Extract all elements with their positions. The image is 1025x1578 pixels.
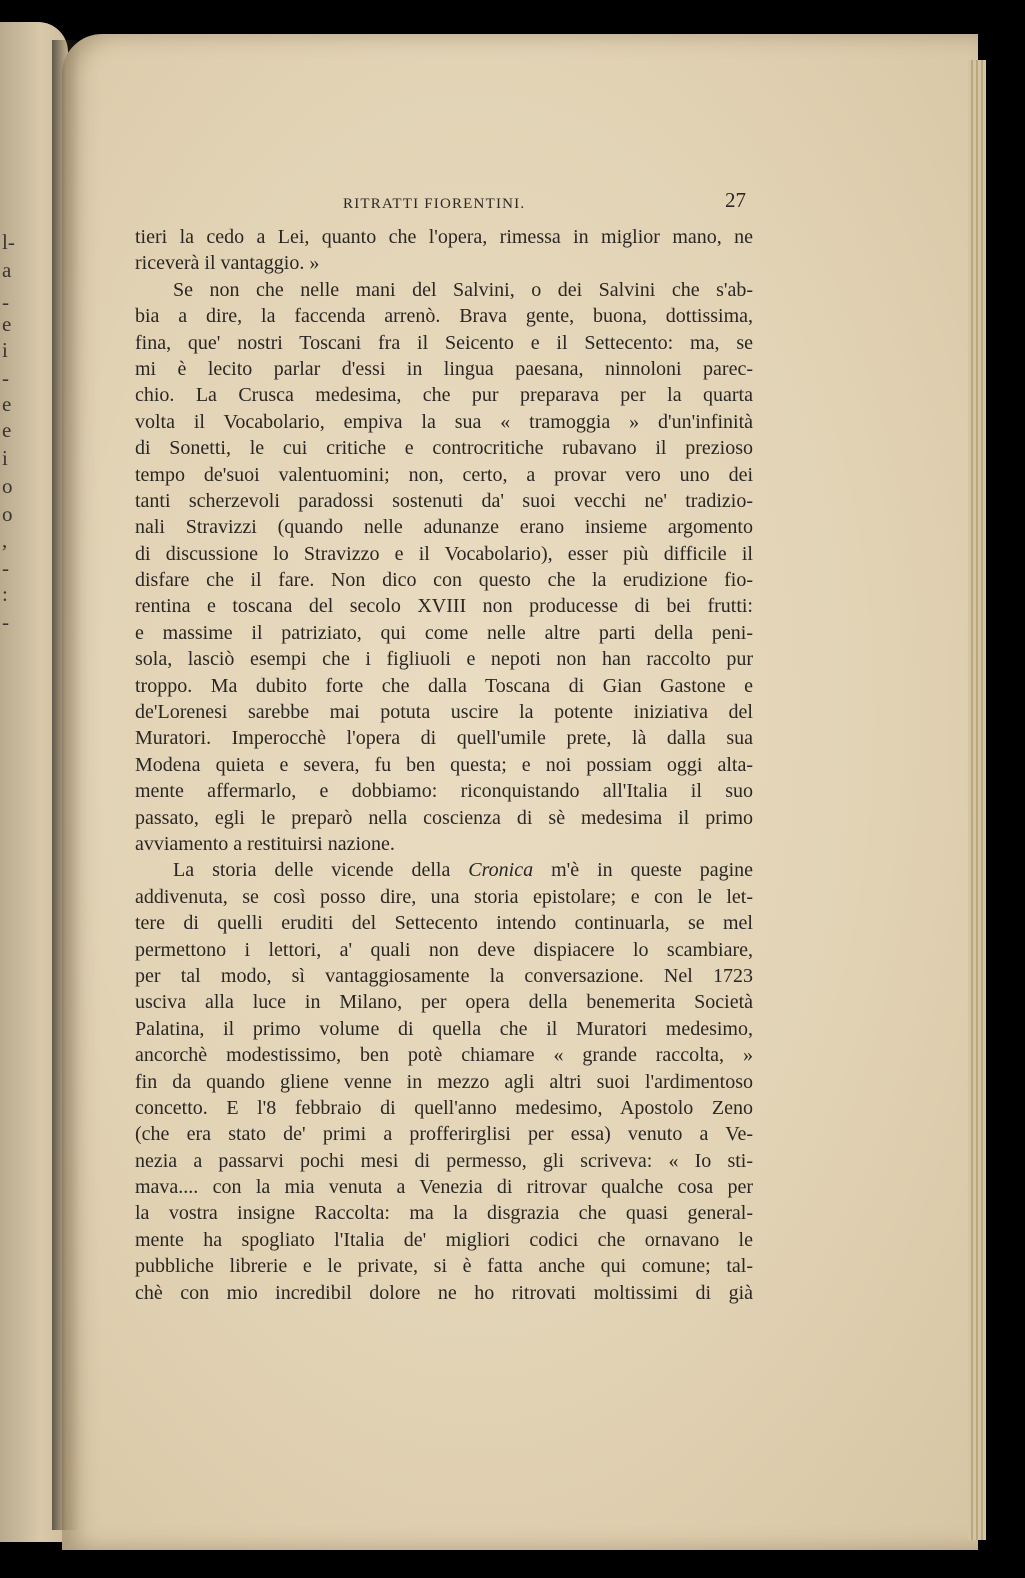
page-header bbox=[343, 188, 768, 222]
text-line: mente affermarlo, e dobbiamo: riconquistando all'Italia il suo bbox=[135, 780, 753, 803]
body-text bbox=[135, 224, 753, 1306]
text-line: troppo. Ma dubito forte che dalla Toscana di Gian Gastone e bbox=[135, 674, 753, 697]
text-line: riceverà il vantaggio. » bbox=[135, 252, 320, 275]
text-line: addivenuta, se così posso dire, una storia epistolare; e con le let- bbox=[135, 885, 753, 908]
text-line: concetto. E l'8 febbraio di quell'anno medesimo, Apostolo Zeno bbox=[135, 1096, 753, 1119]
text-line: tanti scherzevoli paradossi sostenuti da' suoi vecchi ne' tradizio- bbox=[135, 489, 753, 512]
text-run: La storia delle vicende della bbox=[173, 859, 469, 882]
text-line: nali Stravizzi (quando nelle adunanze erano insieme argomento bbox=[135, 516, 753, 539]
left-page-fragment: - bbox=[2, 610, 9, 634]
text-line: usciva alla luce in Milano, per opera della benemerita Società bbox=[135, 991, 753, 1014]
text-line: volta il Vocabolario, empiva la sua « tramoggia » d'un'infinità bbox=[135, 410, 753, 433]
text-line: e massime il patriziato, qui come nelle altre parti della peni- bbox=[135, 621, 753, 644]
left-page-fragment: e bbox=[2, 312, 12, 336]
text-line: mi è lecito parlar d'essi in lingua paesana, ninnoloni parec- bbox=[135, 357, 753, 380]
page-number: 27 bbox=[725, 188, 746, 212]
left-page-fragment: a bbox=[2, 258, 12, 282]
text-line bbox=[135, 857, 753, 883]
italic-title: Cronica bbox=[468, 859, 534, 882]
left-page-fragment: - bbox=[2, 290, 9, 314]
text-line: tere di quelli eruditi del Settecento intendo continuarla, se mel bbox=[135, 912, 753, 935]
text-line: di Sonetti, le cui critiche e controcritiche rubavano il prezioso bbox=[135, 437, 753, 460]
left-page-fragment: o bbox=[2, 474, 13, 498]
left-page-fragment: - bbox=[2, 556, 9, 580]
text-line: chè con mio incredibil dolore ne ho ritrovati moltissimi di già bbox=[135, 1281, 753, 1304]
text-line: (che era stato de' primi a profferirglisi per essa) venuto a Ve- bbox=[135, 1123, 753, 1146]
left-page-fragment: : bbox=[2, 582, 8, 606]
text-line: fin da quando gliene venne in mezzo agli altri suoi l'ardimentoso bbox=[135, 1070, 753, 1093]
text-run: m'è in queste pagine bbox=[533, 859, 753, 882]
text-line: ancorchè modestissimo, ben potè chiamare « grande raccolta, » bbox=[135, 1044, 753, 1067]
text-line: mava.... con la mia venuta a Venezia di ritrovar qualche cosa per bbox=[135, 1176, 753, 1199]
running-title: RITRATTI FIORENTINI. bbox=[343, 196, 526, 212]
text-line: rentina e toscana del secolo XVIII non producesse di bei frutti: bbox=[135, 595, 753, 618]
text-line: fina, que' nostri Toscani fra il Seicento e il Settecento: ma, se bbox=[135, 331, 753, 354]
text-line: de'Lorenesi sarebbe mai potuta uscire la potente iniziativa del bbox=[135, 701, 753, 724]
text-line: per tal modo, sì vantaggiosamente la conversazione. Nel 1723 bbox=[135, 964, 753, 987]
left-page-fragment: i bbox=[2, 446, 8, 470]
left-page-fragment: e bbox=[2, 418, 12, 442]
text-line: avviamento a restituirsi nazione. bbox=[135, 832, 395, 855]
text-line: tieri la cedo a Lei, quanto che l'opera, rimessa in miglior mano, ne bbox=[135, 226, 753, 248]
left-page-fragment: - bbox=[2, 366, 9, 390]
text-line: nezia a passarvi pochi mesi di permesso, gli scriveva: « Io sti- bbox=[135, 1149, 753, 1172]
text-line: passato, egli le preparò nella coscienza di sè medesima il primo bbox=[135, 806, 753, 829]
text-line: mente ha spogliato l'Italia de' migliori codici che ornavano le bbox=[135, 1228, 753, 1251]
text-line: chio. La Crusca medesima, che pur preparava per la quarta bbox=[135, 384, 753, 407]
text-line: bia a dire, la faccenda arrenò. Brava gente, buona, dottissima, bbox=[135, 305, 753, 328]
left-page-fragment: l- bbox=[2, 230, 15, 254]
text-line: pubbliche librerie e le private, si è fatta anche qui comune; tal- bbox=[135, 1255, 753, 1278]
text-line: Modena quieta e severa, fu ben questa; e noi possiam oggi alta- bbox=[135, 753, 753, 776]
text-line: Muratori. Imperocchè l'opera di quell'umile prete, là dalla sua bbox=[135, 727, 753, 750]
text-line: di discussione lo Stravizzo e il Vocabolario), esser più difficile il bbox=[135, 542, 753, 565]
text-line: sola, lasciò esempi che i figliuoli e nepoti non han raccolto pur bbox=[135, 648, 753, 671]
text-line: disfare che il fare. Non dico con questo che la erudizione fio- bbox=[135, 569, 753, 592]
text-line: Se non che nelle mani del Salvini, o dei Salvini che s'ab- bbox=[173, 278, 753, 301]
left-page-fragment: i bbox=[2, 338, 8, 362]
page-edge bbox=[968, 60, 986, 1540]
left-page-fragment: e bbox=[2, 392, 12, 416]
text-line: Palatina, il primo volume di quella che il Muratori medesimo, bbox=[135, 1017, 753, 1040]
left-page-fragment: o bbox=[2, 502, 13, 526]
text-line: la vostra insigne Raccolta: ma la disgrazia che quasi general- bbox=[135, 1202, 753, 1225]
page-gutter bbox=[52, 40, 80, 1530]
left-page-fragment: , bbox=[2, 528, 8, 552]
text-line: tempo de'suoi valentuomini; non, certo, a provar vero uno dei bbox=[135, 463, 753, 486]
text-line: permettono i lettori, a' quali non deve dispiacere lo scambiare, bbox=[135, 938, 753, 961]
